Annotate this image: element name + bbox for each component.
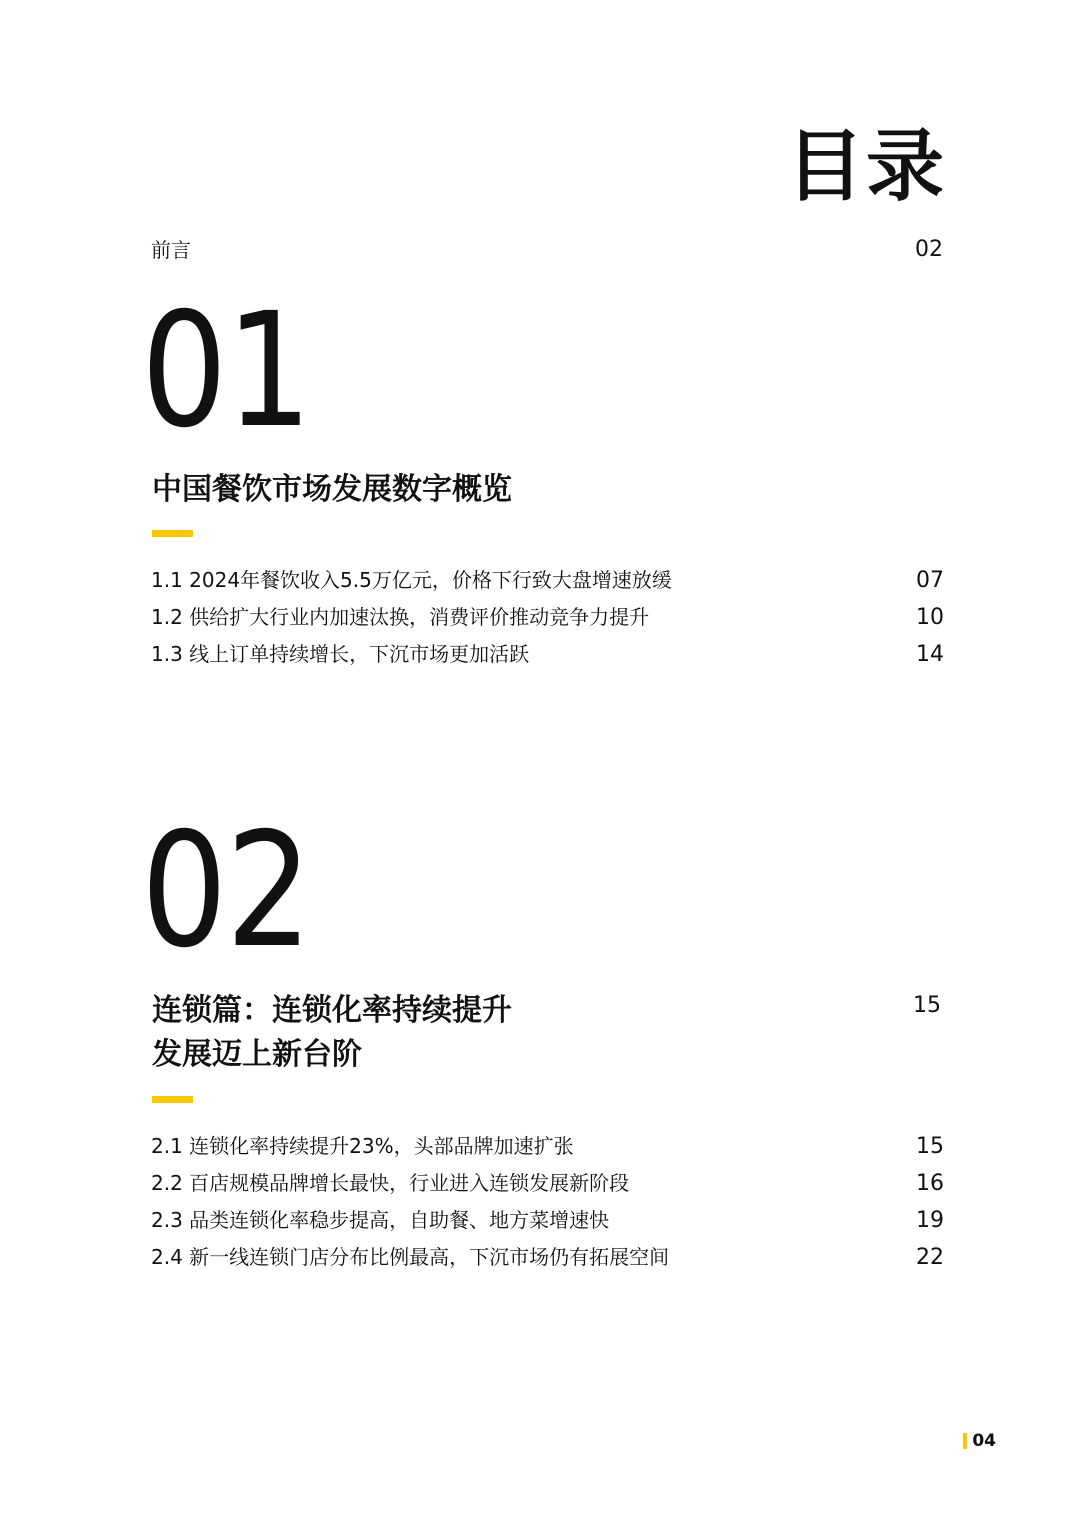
- toc-entry-page: 22: [916, 1245, 944, 1270]
- page-marker-accent-bar: [963, 1433, 967, 1449]
- preface-page-number: 02: [915, 237, 943, 262]
- toc-entry-label: 2.1 连锁化率持续提升23%，头部品牌加速扩张: [151, 1134, 574, 1158]
- toc-entry[interactable]: [151, 1169, 944, 1206]
- toc-entry-label: 1.3 线上订单持续增长，下沉市场更加活跃: [151, 642, 530, 666]
- preface-label[interactable]: 前言: [151, 238, 191, 262]
- toc-entry-label: 2.3 品类连锁化率稳步提高，自助餐、地方菜增速快: [151, 1208, 610, 1232]
- toc-entry-page: 07: [916, 568, 944, 593]
- toc-entry-page: 19: [916, 1208, 944, 1233]
- section-1-accent-bar: [152, 530, 193, 537]
- toc-entry[interactable]: [151, 603, 944, 640]
- section-2-title-line-2: 发展迈上新台阶: [152, 1037, 362, 1072]
- toc-entry[interactable]: [151, 566, 944, 603]
- section-2-accent-bar: [152, 1096, 193, 1103]
- toc-entry[interactable]: [151, 640, 944, 677]
- toc-entry[interactable]: [151, 1132, 944, 1169]
- section-1-title[interactable]: 中国餐饮市场发展数字概览: [152, 472, 512, 507]
- toc-entry[interactable]: [151, 1206, 944, 1243]
- toc-entry-label: 2.4 新一线连锁门店分布比例最高，下沉市场仍有拓展空间: [151, 1245, 670, 1269]
- section-1-entries: [151, 566, 944, 677]
- section-2-page-number: 15: [913, 993, 941, 1018]
- toc-entry-label: 1.2 供给扩大行业内加速汰换，消费评价推动竞争力提升: [151, 605, 650, 629]
- section-2-title-line-1: 连锁篇：连锁化率持续提升: [152, 993, 512, 1028]
- section-2-title[interactable]: [152, 989, 672, 1077]
- toc-entry-label: 1.1 2024年餐饮收入5.5万亿元，价格下行致大盘增速放缓: [151, 568, 672, 592]
- toc-entry-label: 2.2 百店规模品牌增长最快，行业进入连锁发展新阶段: [151, 1171, 630, 1195]
- section-2-entries: [151, 1132, 944, 1280]
- page-number: 04: [972, 1431, 996, 1451]
- section-2-number: 02: [141, 799, 311, 983]
- toc-entry-page: 14: [916, 642, 944, 667]
- toc-entry[interactable]: [151, 1243, 944, 1280]
- toc-entry-page: 15: [916, 1134, 944, 1159]
- toc-title: 目录: [785, 122, 946, 212]
- page-marker: [963, 1431, 996, 1451]
- section-1-number: 01: [141, 279, 311, 463]
- toc-entry-page: 10: [916, 605, 944, 630]
- toc-entry-page: 16: [916, 1171, 944, 1196]
